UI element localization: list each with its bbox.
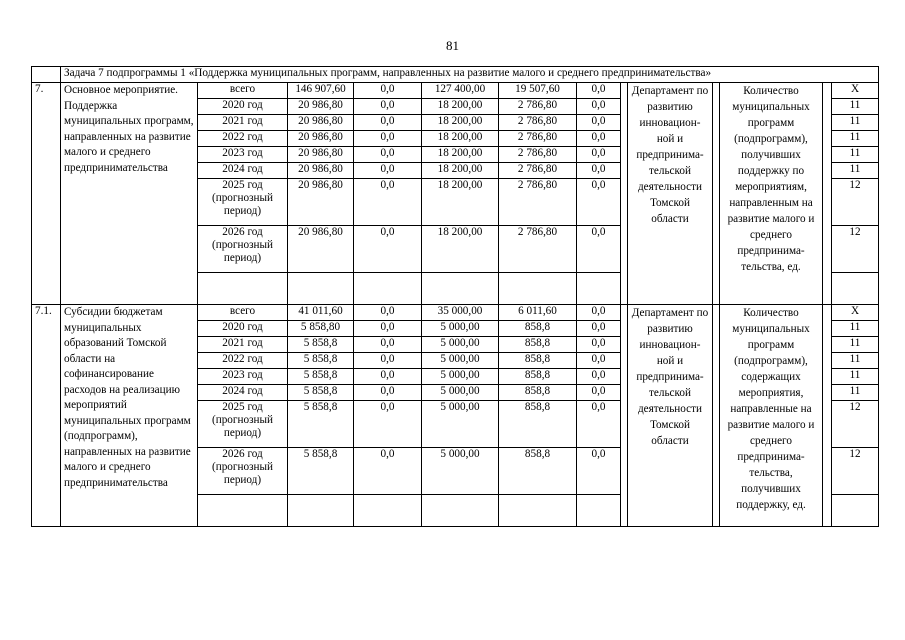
total-amount: 5 858,8 <box>288 448 354 495</box>
other-amount: 0,0 <box>577 321 621 337</box>
other-amount: 0,0 <box>577 99 621 115</box>
other-amount: 0,0 <box>577 179 621 226</box>
indicator-value: 11 <box>832 353 879 369</box>
period-label: 2021 год <box>198 337 288 353</box>
other-amount: 0,0 <box>577 83 621 99</box>
spacer-cell <box>621 83 628 305</box>
local-amount: 2 786,80 <box>499 99 577 115</box>
federal-amount: 0,0 <box>354 99 422 115</box>
other-amount: 0,0 <box>577 385 621 401</box>
federal-amount: 0,0 <box>354 353 422 369</box>
federal-amount: 0,0 <box>354 337 422 353</box>
task-header: Задача 7 подпрограммы 1 «Поддержка муниципальных программ, направленных на развитие малого и среднего предпринимательства» <box>61 67 879 83</box>
regional-amount: 127 400,00 <box>422 83 499 99</box>
local-amount: 858,8 <box>499 337 577 353</box>
local-amount: 858,8 <box>499 321 577 337</box>
regional-amount: 5 000,00 <box>422 321 499 337</box>
spacer-cell <box>713 305 720 527</box>
other-amount: 0,0 <box>577 115 621 131</box>
federal-amount: 0,0 <box>354 115 422 131</box>
period-label: 2026 год (прогнозный период) <box>198 226 288 273</box>
activity-name: Субсидии бюджетам муниципальных образований Томской области на софинансирование расходов на реализацию мероприятий муниципальных программ (подпрограмм), направленных на развитие малого и среднего предпринимательства <box>61 305 198 527</box>
total-amount: 20 986,80 <box>288 131 354 147</box>
federal-amount: 0,0 <box>354 305 422 321</box>
indicator-value: 11 <box>832 163 879 179</box>
indicator-value: 12 <box>832 179 879 226</box>
spacer-cell <box>823 305 832 527</box>
federal-amount: 0,0 <box>354 448 422 495</box>
local-amount: 19 507,60 <box>499 83 577 99</box>
indicator-value: 12 <box>832 226 879 273</box>
local-amount: 858,8 <box>499 448 577 495</box>
local-amount: 2 786,80 <box>499 115 577 131</box>
total-amount: 5 858,8 <box>288 369 354 385</box>
regional-amount: 35 000,00 <box>422 305 499 321</box>
regional-amount: 18 200,00 <box>422 226 499 273</box>
spacer-cell <box>823 83 832 305</box>
federal-amount: 0,0 <box>354 321 422 337</box>
federal-amount: 0,0 <box>354 131 422 147</box>
total-amount: 41 011,60 <box>288 305 354 321</box>
indicator-value: 11 <box>832 337 879 353</box>
indicator-value: 11 <box>832 131 879 147</box>
regional-amount: 18 200,00 <box>422 147 499 163</box>
total-amount: 146 907,60 <box>288 83 354 99</box>
local-amount: 2 786,80 <box>499 147 577 163</box>
period-label: 2022 год <box>198 353 288 369</box>
task-header-row <box>32 67 879 83</box>
responsible-department: Департамент по развитию инновацион-ной и предпринима-тельской деятельности Томской области <box>628 305 713 527</box>
total-amount: 5 858,8 <box>288 385 354 401</box>
other-amount: 0,0 <box>577 131 621 147</box>
federal-amount: 0,0 <box>354 163 422 179</box>
spacer-cell <box>621 305 628 527</box>
indicator-value: X <box>832 83 879 99</box>
federal-amount: 0,0 <box>354 147 422 163</box>
total-amount: 5 858,8 <box>288 337 354 353</box>
indicator-name: Количество муниципальных программ (подпрограмм), получивших поддержку по мероприятиям, направленным на развитие малого и среднего предпринима-тельства, ед. <box>720 83 823 305</box>
regional-amount: 5 000,00 <box>422 353 499 369</box>
total-amount: 5 858,8 <box>288 401 354 448</box>
federal-amount: 0,0 <box>354 401 422 448</box>
total-amount: 5 858,8 <box>288 353 354 369</box>
regional-amount: 5 000,00 <box>422 337 499 353</box>
local-amount: 858,8 <box>499 353 577 369</box>
indicator-value: 11 <box>832 321 879 337</box>
table-row <box>32 305 879 321</box>
spacer-cell <box>713 83 720 305</box>
other-amount: 0,0 <box>577 337 621 353</box>
period-label: 2025 год (прогнозный период) <box>198 179 288 226</box>
local-amount: 2 786,80 <box>499 179 577 226</box>
total-amount: 20 986,80 <box>288 99 354 115</box>
regional-amount: 5 000,00 <box>422 369 499 385</box>
total-amount: 20 986,80 <box>288 147 354 163</box>
total-amount: 20 986,80 <box>288 115 354 131</box>
period-label: 2022 год <box>198 131 288 147</box>
row-number: 7. <box>32 83 61 305</box>
regional-amount: 5 000,00 <box>422 448 499 495</box>
period-label: 2024 год <box>198 163 288 179</box>
indicator-value: 11 <box>832 115 879 131</box>
indicator-name: Количество муниципальных программ (подпрограмм), содержащих мероприятия, направленные на развитие малого и среднего предпринима-тельства, получивших поддержку, ед. <box>720 305 823 527</box>
indicator-value: 11 <box>832 369 879 385</box>
period-label: всего <box>198 83 288 99</box>
regional-amount: 18 200,00 <box>422 115 499 131</box>
period-label: 2025 год (прогнозный период) <box>198 401 288 448</box>
federal-amount: 0,0 <box>354 179 422 226</box>
indicator-value: 11 <box>832 385 879 401</box>
row-number: 7.1. <box>32 305 61 527</box>
total-amount: 20 986,80 <box>288 179 354 226</box>
regional-amount: 5 000,00 <box>422 401 499 448</box>
local-amount: 2 786,80 <box>499 131 577 147</box>
period-label: 2023 год <box>198 147 288 163</box>
indicator-value: 11 <box>832 99 879 115</box>
local-amount: 858,8 <box>499 369 577 385</box>
total-amount: 20 986,80 <box>288 226 354 273</box>
local-amount: 2 786,80 <box>499 226 577 273</box>
total-amount: 5 858,80 <box>288 321 354 337</box>
period-label: всего <box>198 305 288 321</box>
federal-amount: 0,0 <box>354 385 422 401</box>
indicator-value: X <box>832 305 879 321</box>
other-amount: 0,0 <box>577 147 621 163</box>
table-row <box>32 83 879 99</box>
local-amount: 858,8 <box>499 401 577 448</box>
local-amount: 858,8 <box>499 385 577 401</box>
indicator-value: 12 <box>832 448 879 495</box>
federal-amount: 0,0 <box>354 369 422 385</box>
regional-amount: 18 200,00 <box>422 163 499 179</box>
regional-amount: 18 200,00 <box>422 131 499 147</box>
other-amount: 0,0 <box>577 305 621 321</box>
period-label: 2026 год (прогнозный период) <box>198 448 288 495</box>
local-amount: 6 011,60 <box>499 305 577 321</box>
other-amount: 0,0 <box>577 353 621 369</box>
other-amount: 0,0 <box>577 369 621 385</box>
activity-name: Основное мероприятие. Поддержка муниципальных программ, направленных на развитие малого и среднего предпринимательства <box>61 83 198 305</box>
regional-amount: 5 000,00 <box>422 385 499 401</box>
other-amount: 0,0 <box>577 226 621 273</box>
other-amount: 0,0 <box>577 401 621 448</box>
local-amount: 2 786,80 <box>499 163 577 179</box>
indicator-value: 12 <box>832 401 879 448</box>
regional-amount: 18 200,00 <box>422 99 499 115</box>
page-number: 81 <box>446 38 459 53</box>
period-label: 2023 год <box>198 369 288 385</box>
other-amount: 0,0 <box>577 163 621 179</box>
responsible-department: Департамент по развитию инновацион-ной и предпринима-тельской деятельности Томской области <box>628 83 713 305</box>
total-amount: 20 986,80 <box>288 163 354 179</box>
program-table <box>31 66 879 527</box>
period-label: 2024 год <box>198 385 288 401</box>
other-amount: 0,0 <box>577 448 621 495</box>
period-label: 2020 год <box>198 99 288 115</box>
federal-amount: 0,0 <box>354 83 422 99</box>
indicator-value: 11 <box>832 147 879 163</box>
regional-amount: 18 200,00 <box>422 179 499 226</box>
header-blank-cell <box>32 67 61 83</box>
federal-amount: 0,0 <box>354 226 422 273</box>
period-label: 2021 год <box>198 115 288 131</box>
period-label: 2020 год <box>198 321 288 337</box>
